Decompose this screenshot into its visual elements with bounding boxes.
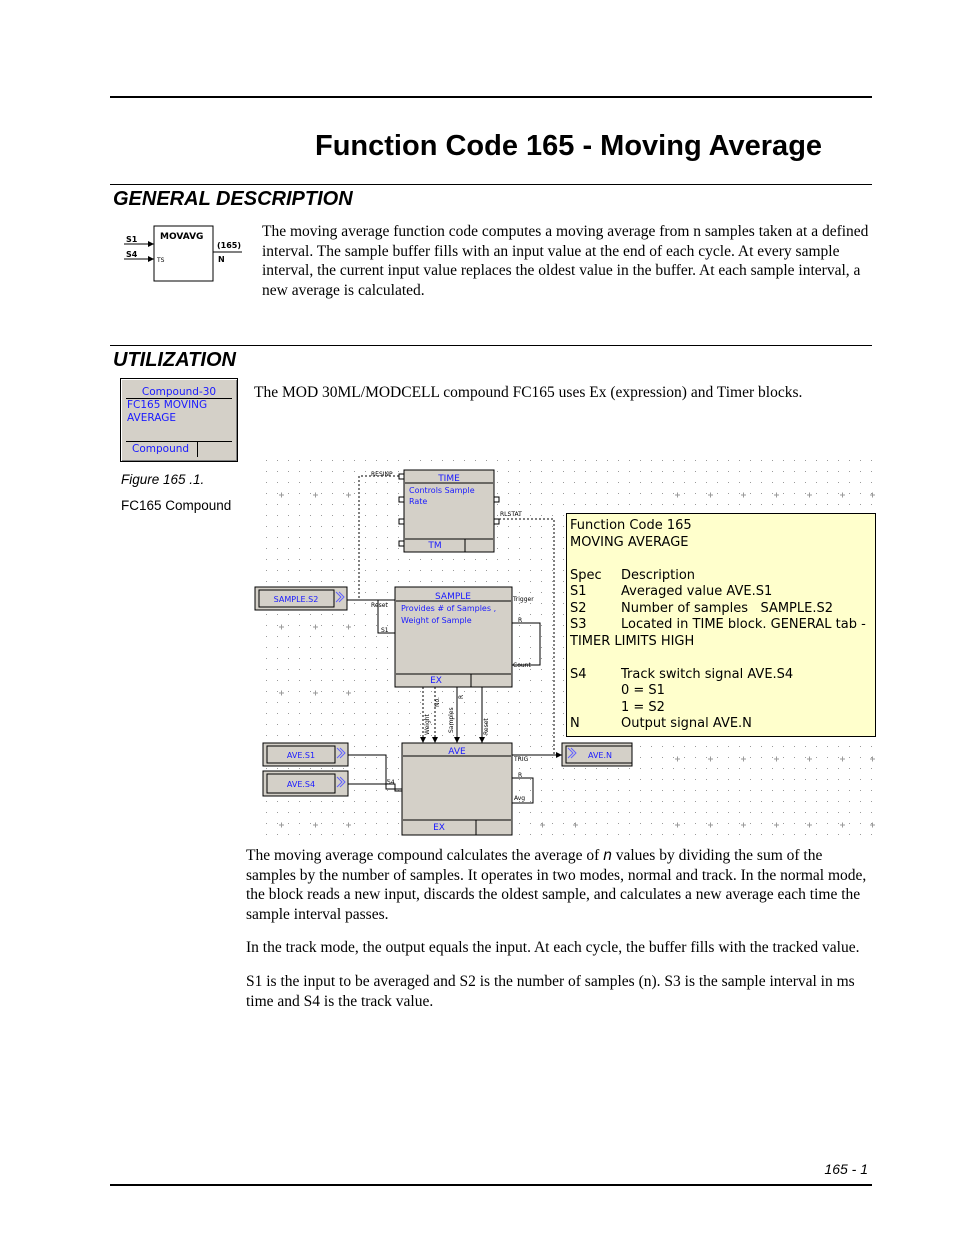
notes-desc: Located in TIME block. GENERAL tab - [621,617,866,632]
paragraph-modes-pre: The moving average compound calculates the average of [246,847,604,864]
input-sample-s2[interactable] [255,587,347,610]
ave-pin-avg: Avg [514,795,526,802]
compound-tile-header: Compound-30 [126,385,232,399]
compound-tile-footer [126,441,232,457]
paragraph-modes-var: n [603,847,612,864]
time-in-label: RESINP [371,471,393,478]
notes-row-s3 [570,617,872,634]
ave-pin-trig: TRIG [514,756,529,763]
movavg-output-n: N [218,255,225,264]
notes-header-spec: Spec [570,567,602,583]
input-ave-s4-label: AVE.S4 [286,780,316,789]
header-rule [110,96,872,98]
time-block-footer: TM [428,541,442,551]
compound-tile-line1: FC165 MOVING [127,399,208,411]
movavg-input-s4: S4 [126,250,138,259]
sample-pin-no: No. [434,697,441,707]
sample-pin-s1: S1 [381,627,389,634]
sample-pin-trigger: Trigger [513,596,534,603]
paragraph-modes-post: values by dividing the sum of the samples by the number of samples. It operates in two modes, normal and track. In the normal mode, the block reads a new input, discards the oldest sample, and calculates a new average each time the sample interval passes. [246,847,867,923]
sample-block[interactable] [395,587,512,687]
notes-box [566,513,876,737]
time-out-label: RLSTAT [500,511,522,518]
sample-block-line1: Provides # of Samples , [401,604,497,613]
notes-spec: S1 [570,584,587,599]
notes-desc: Track switch signal AVE.S4 [621,666,794,682]
compound-tile-body [127,399,207,425]
notes-spec-blank [570,683,621,700]
notes-row-s1 [570,584,872,601]
utilization-paragraphs [246,846,876,1011]
footer-rule [110,1184,872,1186]
sample-block-line2: Weight of Sample [401,616,472,625]
sample-pin-reset: Reset [371,602,388,609]
movavg-block-symbol [120,222,250,288]
sample-pin-r: R [518,617,523,624]
compound-tile-footer-divider [197,442,198,457]
movavg-input-s1: S1 [126,235,138,244]
movavg-ts-label: TS [157,257,165,264]
notes-desc: Number of samples SAMPLE.S2 [621,600,834,616]
notes-title2: MOVING AVERAGE [570,534,689,550]
output-ave-n-label: AVE.N [587,751,613,760]
compound-tile-line2: AVERAGE [127,412,176,424]
time-block-line2: Rate [409,497,428,506]
notes-spec: N [570,716,580,731]
notes-spec: S2 [570,600,587,616]
sample-pin-r-bottom: R [458,694,465,699]
paragraph-modes [246,846,876,924]
notes-desc: 1 = S2 [621,699,665,715]
notes-desc: Output signal AVE.N [621,716,752,731]
movavg-block-name: MOVAVG [160,232,204,242]
input-sample-s2-label: SAMPLE.S2 [273,595,319,604]
time-block[interactable] [399,470,499,552]
notes-desc: 0 = S1 [621,683,665,698]
notes-row-n [570,716,872,733]
notes-row-s4-opt2 [570,700,872,717]
notes-title1: Function Code 165 [570,518,692,533]
notes-spec: S3 [570,617,587,632]
notes-desc: Averaged value AVE.S1 [621,584,773,599]
notes-spec-blank [570,700,621,717]
sample-pin-count: Count [513,662,531,669]
utilization-intro: The MOD 30ML/MODCELL compound FC165 uses Ex (expression) and Timer blocks. [254,384,803,401]
notes-s3-cont: TIMER LIMITS HIGH [570,633,695,649]
notes-row-s4-opt1 [570,683,872,700]
page-title: Function Code 165 - Moving Average [315,130,823,162]
section-rule-utilization [110,345,872,346]
ave-block-title: AVE [448,747,466,757]
notes-spec: S4 [570,666,587,682]
section-heading-general: GENERAL DESCRIPTION [113,188,353,210]
time-block-line1: Controls Sample [409,486,475,495]
paragraph-track: In the track mode, the output equals the input. At each cycle, the buffer fills with the tracked value. [246,939,860,957]
figure-caption: Figure 165 .1. [121,472,205,487]
ave-pin-s4: S4 [387,779,395,786]
sample-block-footer: EX [430,676,442,686]
compound-tile[interactable] [120,378,238,462]
input-ave-s1-label: AVE.S1 [286,751,316,760]
ave-pin-r: R [518,772,523,779]
page-number: 165 - 1 [824,1161,868,1177]
sample-pin-weight: Weight [424,714,431,735]
general-description-text: The moving average function code computes a moving average from n samples taken at a defined interval. The sample buffer fills with an input value at the end of each cycle. At every sample interval, the current input value replaces the oldest value in the buffer. At each sample interval, a new average is calculated. [262,223,869,299]
section-heading-utilization: UTILIZATION [113,349,236,371]
notes-header-row [570,568,872,585]
section-rule-general [110,184,872,185]
movavg-code: (165) [217,241,242,250]
ave-block[interactable] [402,743,512,835]
sample-block-title: SAMPLE [435,592,471,602]
sample-pin-samples: Samples [448,707,455,733]
paragraph-specs: S1 is the input to be averaged and S2 is the number of samples (n). S3 is the sample interval in ms time and S4 is the track value. [246,972,855,1010]
sample-pin-reset-bottom: Reset [483,718,490,735]
ave-block-footer: EX [433,823,445,833]
notes-header-desc: Description [621,567,696,583]
time-block-title: TIME [438,474,460,484]
input-ave-s4[interactable] [263,771,348,796]
input-ave-s1[interactable] [263,743,348,766]
compound-tile-footer-label: Compound [132,443,190,455]
figure-subcaption: FC165 Compound [121,498,232,513]
notes-row-s4 [570,667,872,684]
output-ave-n[interactable] [562,743,632,766]
notes-row-s2 [570,601,872,618]
